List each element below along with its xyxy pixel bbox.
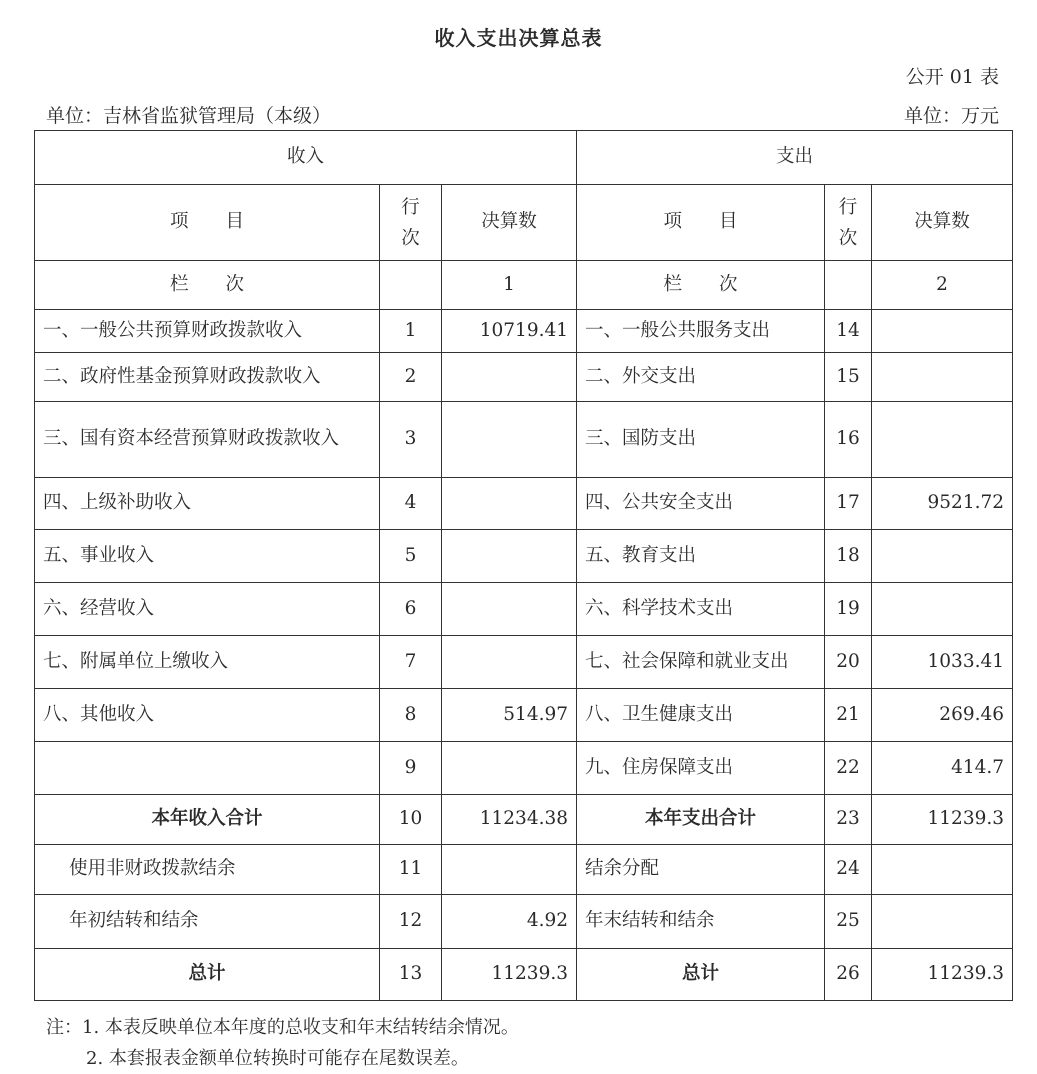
income-item	[35, 742, 380, 795]
income-row-no: 13	[380, 949, 442, 1001]
expense-amount	[872, 530, 1013, 583]
expense-lanci-label: 栏 次	[577, 261, 825, 310]
expense-year-total-label: 本年支出合计	[577, 795, 825, 845]
expense-item: 四、公共安全支出	[577, 478, 825, 530]
expense-row-no: 26	[825, 949, 872, 1001]
income-item: 五、事业收入	[35, 530, 380, 583]
income-row-no: 12	[380, 895, 442, 949]
row-no-header-top: 行	[401, 196, 420, 218]
table-row	[35, 478, 1013, 530]
income-row-no: 2	[380, 353, 442, 402]
expense-amount: 1033.41	[872, 636, 1013, 689]
expense-item: 结余分配	[577, 845, 825, 895]
table-row	[35, 310, 1013, 353]
expense-grand-total-amount: 11239.3	[872, 949, 1013, 1001]
income-amount-header: 决算数	[442, 185, 577, 261]
income-column-number: 1	[442, 261, 577, 310]
form-number: 公开 01 表	[905, 66, 999, 88]
income-amount	[442, 402, 577, 478]
expense-item: 三、国防支出	[577, 402, 825, 478]
income-item: 三、国有资本经营预算财政拨款收入	[35, 402, 380, 478]
income-amount	[442, 530, 577, 583]
expense-item: 年末结转和结余	[577, 895, 825, 949]
income-item-header: 项 目	[35, 185, 380, 261]
expense-item: 八、卫生健康支出	[577, 689, 825, 742]
expense-item: 九、住房保障支出	[577, 742, 825, 795]
expense-row-no: 16	[825, 402, 872, 478]
expense-column-number: 2	[872, 261, 1013, 310]
table-row	[35, 742, 1013, 795]
expense-amount: 414.7	[872, 742, 1013, 795]
expense-amount	[872, 895, 1013, 949]
income-amount	[442, 845, 577, 895]
row-no-header-top: 行	[838, 196, 858, 218]
income-lanci-empty	[380, 261, 442, 310]
table-row	[35, 583, 1013, 636]
income-row-no: 3	[380, 402, 442, 478]
currency-unit: 单位：万元	[903, 105, 999, 127]
table-row	[35, 353, 1013, 402]
expense-item: 一、一般公共服务支出	[577, 310, 825, 353]
expense-item: 七、社会保障和就业支出	[577, 636, 825, 689]
expense-row-no: 25	[825, 895, 872, 949]
income-row-no: 8	[380, 689, 442, 742]
income-item: 使用非财政拨款结余	[35, 845, 380, 895]
expense-amount	[872, 845, 1013, 895]
income-item: 年初结转和结余	[35, 895, 380, 949]
income-item: 六、经营收入	[35, 583, 380, 636]
expense-row-no: 14	[825, 310, 872, 353]
expense-row-no: 24	[825, 845, 872, 895]
row-no-header-bottom: 次	[401, 227, 420, 249]
expense-item: 五、教育支出	[577, 530, 825, 583]
table-row	[35, 530, 1013, 583]
expense-row-no-header	[825, 185, 872, 261]
income-year-total-label: 本年收入合计	[35, 795, 380, 845]
reporting-unit: 单位：吉林省监狱管理局（本级）	[46, 105, 332, 127]
income-row-no-header	[380, 185, 442, 261]
table-row	[35, 689, 1013, 742]
income-row-no: 4	[380, 478, 442, 530]
income-amount	[442, 478, 577, 530]
expense-amount	[872, 353, 1013, 402]
income-amount	[442, 583, 577, 636]
expense-item-header: 项 目	[577, 185, 825, 261]
income-row-no: 9	[380, 742, 442, 795]
expense-lanci-empty	[825, 261, 872, 310]
expense-amount	[872, 402, 1013, 478]
income-section-header: 收入	[35, 131, 577, 185]
income-item: 四、上级补助收入	[35, 478, 380, 530]
budget-summary-table	[34, 130, 1013, 1001]
table-row	[35, 402, 1013, 478]
income-row-no: 6	[380, 583, 442, 636]
income-amount	[442, 636, 577, 689]
income-amount: 4.92	[442, 895, 577, 949]
expense-row-no: 15	[825, 353, 872, 402]
expense-item: 二、外交支出	[577, 353, 825, 402]
income-row-no: 7	[380, 636, 442, 689]
income-amount: 514.97	[442, 689, 577, 742]
income-amount: 10719.41	[442, 310, 577, 353]
report-title: 收入支出决算总表	[434, 26, 603, 50]
section-header-row	[35, 131, 1013, 185]
footnote-2: 2. 本套报表金额单位转换时可能存在尾数误差。	[86, 1048, 469, 1069]
expense-row-no: 22	[825, 742, 872, 795]
income-item: 八、其他收入	[35, 689, 380, 742]
income-row-no: 10	[380, 795, 442, 845]
expense-section-header: 支出	[577, 131, 1013, 185]
income-row-no: 1	[380, 310, 442, 353]
expense-item: 六、科学技术支出	[577, 583, 825, 636]
income-item: 七、附属单位上缴收入	[35, 636, 380, 689]
income-lanci-label: 栏 次	[35, 261, 380, 310]
grand-total-row	[35, 949, 1013, 1001]
expense-row-no: 17	[825, 478, 872, 530]
income-row-no: 5	[380, 530, 442, 583]
income-grand-total-amount: 11239.3	[442, 949, 577, 1001]
table-row	[35, 845, 1013, 895]
column-index-row	[35, 261, 1013, 310]
income-year-total-amount: 11234.38	[442, 795, 577, 845]
expense-amount: 9521.72	[872, 478, 1013, 530]
income-amount	[442, 353, 577, 402]
year-total-row	[35, 795, 1013, 845]
income-amount	[442, 742, 577, 795]
table-row	[35, 636, 1013, 689]
expense-amount	[872, 583, 1013, 636]
table-row	[35, 895, 1013, 949]
income-row-no: 11	[380, 845, 442, 895]
expense-grand-total-label: 总计	[577, 949, 825, 1001]
expense-year-total-amount: 11239.3	[872, 795, 1013, 845]
expense-amount	[872, 310, 1013, 353]
income-item: 一、一般公共预算财政拨款收入	[35, 310, 380, 353]
expense-amount: 269.46	[872, 689, 1013, 742]
expense-row-no: 18	[825, 530, 872, 583]
income-grand-total-label: 总计	[35, 949, 380, 1001]
column-header-row	[35, 185, 1013, 261]
row-no-header-bottom: 次	[838, 227, 858, 249]
footnotes	[46, 1012, 519, 1074]
expense-row-no: 23	[825, 795, 872, 845]
expense-row-no: 19	[825, 583, 872, 636]
expense-amount-header: 决算数	[872, 185, 1013, 261]
income-item: 二、政府性基金预算财政拨款收入	[35, 353, 380, 402]
footnote-1: 注：1. 本表反映单位本年度的总收支和年末结转结余情况。	[46, 1017, 519, 1038]
expense-row-no: 21	[825, 689, 872, 742]
expense-row-no: 20	[825, 636, 872, 689]
